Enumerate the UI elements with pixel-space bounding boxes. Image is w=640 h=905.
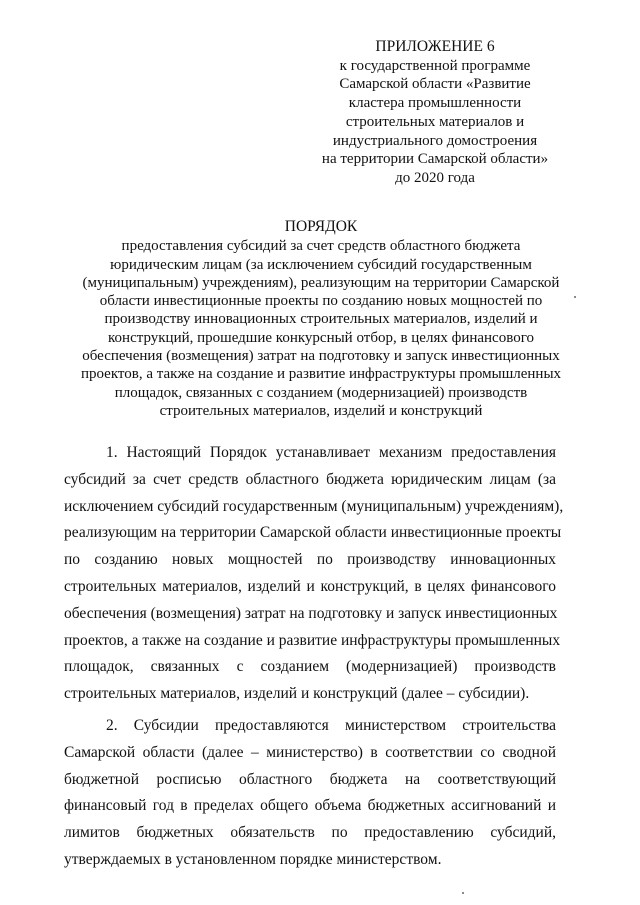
appendix-line: кластера промышленности (348, 95, 522, 112)
text-line: строительных материалов, изделий и конструкций, в целях финансового (64, 577, 556, 595)
appendix-line: до 2020 года (395, 169, 475, 186)
appendix-line: Самарской области «Развитие (339, 76, 531, 93)
order-subtitle-line: конструкций, прошедшие конкурсный отбор, в целях финансового (108, 329, 534, 346)
order-subtitle-line: области инвестиционные проекты по созданию новых мощностей по (99, 293, 543, 310)
text-line: бюджетной росписью областного бюджета на соответствующий (64, 770, 556, 788)
scan-speck (462, 892, 464, 894)
text-line: по созданию новых мощностей по производству инновационных (64, 551, 556, 569)
order-subtitle-line: производству инновационных строительных материалов, изделий и (104, 311, 538, 328)
order-subtitle-line: юридическим лицам (за исключением субсидий государственным (110, 256, 532, 273)
text-line: 1. Настоящий Порядок устанавливает механизм предоставления (106, 444, 556, 461)
text-line: Самарской области (далее – министерство) в соответствии со сводной (64, 743, 556, 761)
paragraph-2 (64, 713, 556, 874)
appendix-title: ПРИЛОЖЕНИЕ 6 (375, 38, 495, 55)
appendix-line: строительных материалов и (345, 113, 525, 130)
text-line: строительных материалов, изделий и конструкций (далее – субсидии). (64, 685, 530, 703)
text-line: реализующим на территории Самарской области инвестиционные проекты (64, 524, 562, 542)
body-text (64, 440, 564, 874)
order-subtitle-line: проектов, а также на создание и развитие инфраструктуры промышленных (80, 366, 562, 383)
text-line: лимитов бюджетных обязательств по предоставлению субсидий, (64, 824, 556, 842)
order-subtitle-line: (муниципальным) учреждениям), реализующим на территории Самарской (82, 274, 560, 291)
appendix-line: к государственной программе (339, 57, 531, 74)
text-line: субсидий за счет средств областного бюджета юридическим лицам (за (64, 470, 556, 488)
order-heading (64, 218, 578, 420)
order-subtitle-line: обеспечения (возмещения) затрат на подготовку и запуск инвестиционных (82, 348, 560, 365)
text-line: финансовый год в пределах общего объема бюджетных ассигнований и (64, 797, 556, 815)
appendix-header (310, 38, 560, 188)
text-line: 2. Субсидии предоставляются министерством строительства (106, 716, 556, 734)
appendix-line: на территории Самарской области» (321, 151, 549, 168)
order-subtitle-line: строительных материалов, изделий и конструкций (159, 402, 483, 419)
order-subtitle-line: предоставления субсидий за счет средств областного бюджета (121, 238, 521, 255)
paragraph-1 (64, 440, 564, 708)
text-line: исключением субсидий государственным (муниципальным) учреждениям), (64, 497, 564, 515)
text-line: обеспечения (возмещения) затрат на подготовку и запуск инвестиционных (64, 604, 558, 622)
text-line: площадок, связанных с созданием (модернизацией) производств (64, 658, 556, 676)
scan-speck (574, 296, 576, 298)
order-title: ПОРЯДОК (284, 218, 358, 235)
text-line: утверждаемых в установленном порядке министерством. (64, 850, 442, 868)
text-line: проектов, а также на создание и развитие инфраструктуры промышленных (64, 631, 561, 649)
order-subtitle-line: площадок, связанных с созданием (модернизацией) производств (114, 384, 528, 401)
appendix-line: индустриального домостроения (332, 132, 538, 149)
